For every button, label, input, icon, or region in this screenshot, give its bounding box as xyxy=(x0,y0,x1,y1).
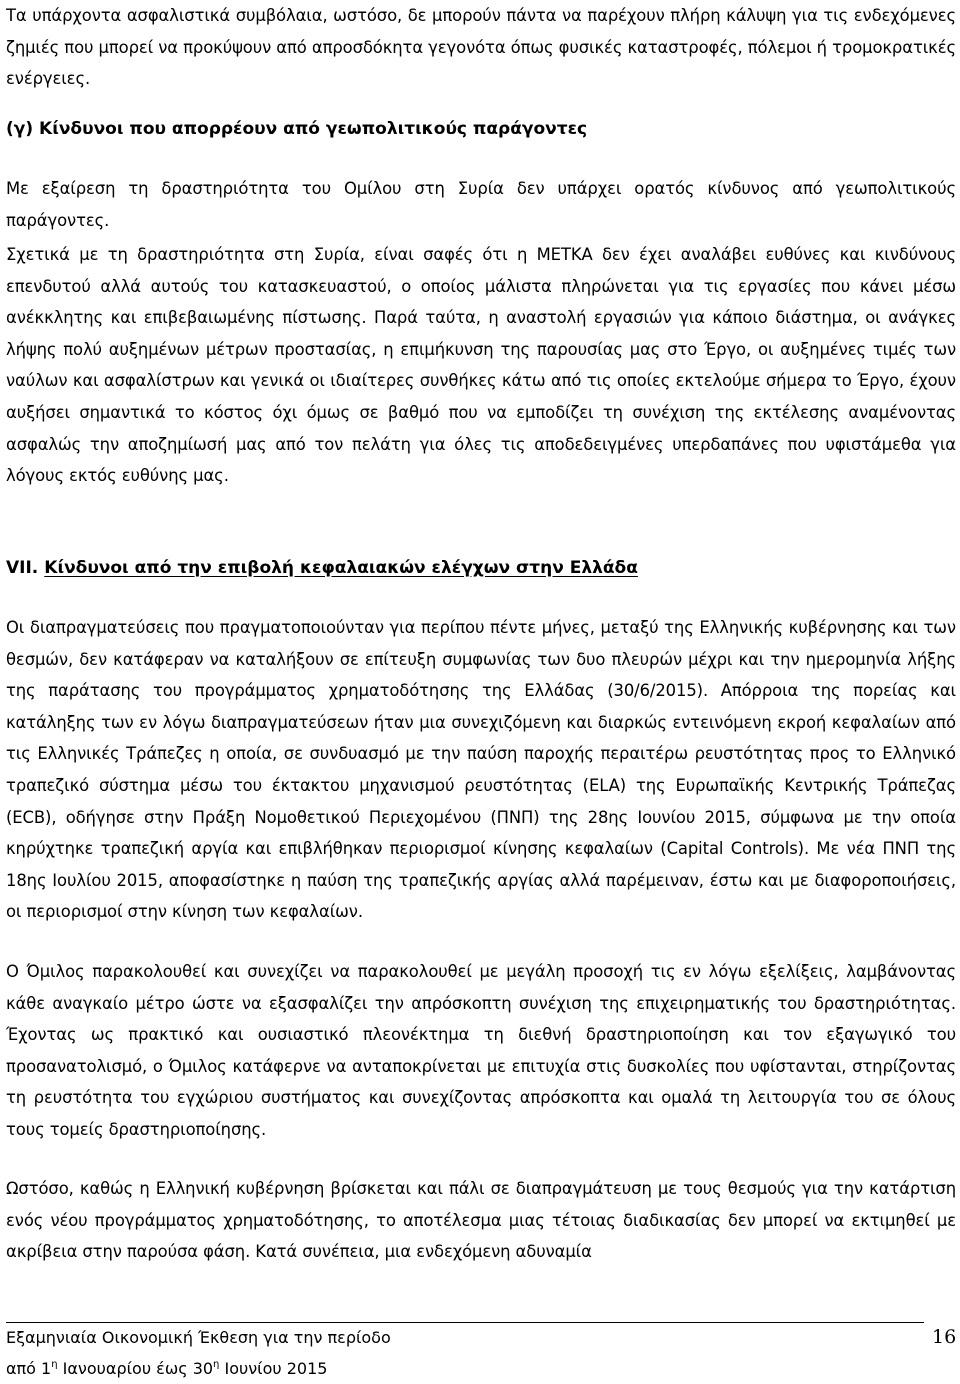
footer-period-start: από 1 xyxy=(6,1359,52,1378)
paragraph-geopolitical: Με εξαίρεση τη δραστηριότητα του Ομίλου στη Συρία δεν υπάρχει ορατός κίνδυνος από γεωπολιτικούς παράγοντες. xyxy=(6,179,956,230)
section-heading-capital-controls xyxy=(6,553,638,583)
footer-divider xyxy=(6,1322,924,1323)
footer-report-title: Εξαμηνιαία Οικονομική Έκθεση για την περίοδο xyxy=(6,1328,391,1347)
paragraph-negotiations: Οι διαπραγματεύσεις που πραγματοποιούνταν για περίπου πέντε μήνες, μεταξύ της Ελληνικής κυβέρνησης και των θεσμών, δεν κατάφεραν να καταλήξουν σε επίτευξη συμφωνίας των δυο πλευρών μέχρι και την ημερομηνία λήξης της παράτασης του προγράμματος χρηματοδότησης της Ελλάδας (30/6/2015). Απόρροια της πορείας και κατάληξης των εν λόγω διαπραγματεύσεων ήταν μια συνεχιζόμενη και διαρκώς εντεινόμενη εκροή κεφαλαίων από τις Ελληνικές Τράπεζες η οποία, σε συνδυασμό με την παύση παροχής περαιτέρω ρευστότητας προς το Ελληνικό τραπεζικό σύστημα μέσω του έκτακτου μηχανισμού ρευστότητας (ELA) της Ευρωπαϊκής Κεντρικής Τράπεζας (ECB), οδήγησε στην Πράξη Νομοθετικού Περιεχομένου (ΠΝΠ) της 28ης Ιουνίου 2015, σύμφωνα με την οποία κηρύχτηκε τραπεζική αργία και επιβλήθηκαν περιορισμοί κίνησης κεφαλαίων (Capital Controls). Με νέα ΠΝΠ της 18ης Ιουλίου 2015, αποφασίστηκε η παύση της τραπεζικής αργίας αλλά παρέμειναν, έστω και με διαφοροποιήσεις, οι περιορισμοί στην κίνηση των κεφαλαίων. xyxy=(6,618,956,922)
section-number: VII. xyxy=(6,558,39,578)
paragraph-new-program: Ωστόσο, καθώς η Ελληνική κυβέρνηση βρίσκεται και πάλι σε διαπραγμάτευση με τους θεσμούς για την κατάρτιση ενός νέου προγράμματος χρηματοδότησης, το αποτέλεσμα μιας τέτοιας διαδικασίας δεν μπορεί να εκτιμηθεί με ακρίβεια στην παρούσα φάση. Κατά συνέπεια, μια ενδεχόμενη αδυναμία xyxy=(6,1179,956,1262)
footer-report-period xyxy=(6,1354,327,1380)
paragraph-insurance: Τα υπάρχοντα ασφαλιστικά συμβόλαια, ωστόσο, δε μπορούν πάντα να παρέχουν πλήρη κάλυψη για τις ενδεχόμενες ζημιές που μπορεί να προκύψουν από απροσδόκητα γεγονότα όπως φυσικές καταστροφές, πόλεμοι ή τρομοκρατικές ενέργειες. xyxy=(6,6,956,89)
paragraph-group-monitoring: Ο Όμιλος παρακολουθεί και συνεχίζει να παρακολουθεί με μεγάλη προσοχή τις εν λόγω εξελίξεις, λαμβάνοντας κάθε αναγκαίο μέτρο ώστε να εξασφαλίζει την απρόσκοπτη συνέχιση της επιχειρηματικής του δραστηριότητας. Έχοντας ως πρακτικό και ουσιαστικό πλεονέκτημα τη διεθνή δραστηριοποίηση και τον εξαγωγικό του προσανατολισμό, ο Όμιλος κατάφερνε να ανταποκρίνεται με επιτυχία στις δυσκολίες που υφίστανται, στηρίζοντας τη ρευστότητα του εγχώριου συστήματος και συνεχίζοντας απρόσκοπτα και ομαλά τη λειτουργία του σε όλους τους τομείς δραστηριοποίησης. xyxy=(6,962,956,1139)
footer-ordinal: η xyxy=(51,1359,58,1370)
footer-period-mid: Ιανουαρίου έως 30 xyxy=(57,1359,214,1378)
section-title: Κίνδυνοι από την επιβολή κεφαλαιακών ελέγχων στην Ελλάδα xyxy=(44,558,638,578)
paragraph-syria-activity: Σχετικά με τη δραστηριότητα στη Συρία, είναι σαφές ότι η ΜΕΤΚΑ δεν έχει αναλάβει ευθύνες και κινδύνους επενδυτού αλλά αυτούς του κατασκευαστού, ο οποίος μάλιστα πληρώνεται για τις εργασίες που κάνει μέσω ανέκκλητης και επιβεβαιωμένης πίστωσης. Παρά ταύτα, η αναστολή εργασιών για κάποιο διάστημα, οι ανάγκες λήψης πολύ αυξημένων μέτρων προστασίας, η επιμήκυνση της παρουσίας μας στο Έργο, οι αυξημένες τιμές των ναύλων και ασφαλίστρων και γενικά οι ιδιαίτερες συνθήκες κάτω από τις οποίες εκτελούμε σήμερα το Έργο, έχουν αυξήσει σημαντικά το κόστος όχι όμως σε βαθμό που να εμποδίζει τη συνέχιση της εκτέλεσης αναμένοντας ασφαλώς την αποζημίωσή μας από τον πελάτη για όλες τις αποδεδειγμένες υπερδαπάνες που υφιστάμεθα για λόγους εκτός ευθύνης μας. xyxy=(6,245,956,486)
section-heading-geopolitical-risks: (γ) Κίνδυνοι που απορρέουν από γεωπολιτικούς παράγοντες xyxy=(6,119,588,139)
page-number: 16 xyxy=(932,1326,957,1348)
footer-period-end: Ιουνίου 2015 xyxy=(219,1359,328,1378)
footer-ordinal: η xyxy=(213,1359,220,1370)
